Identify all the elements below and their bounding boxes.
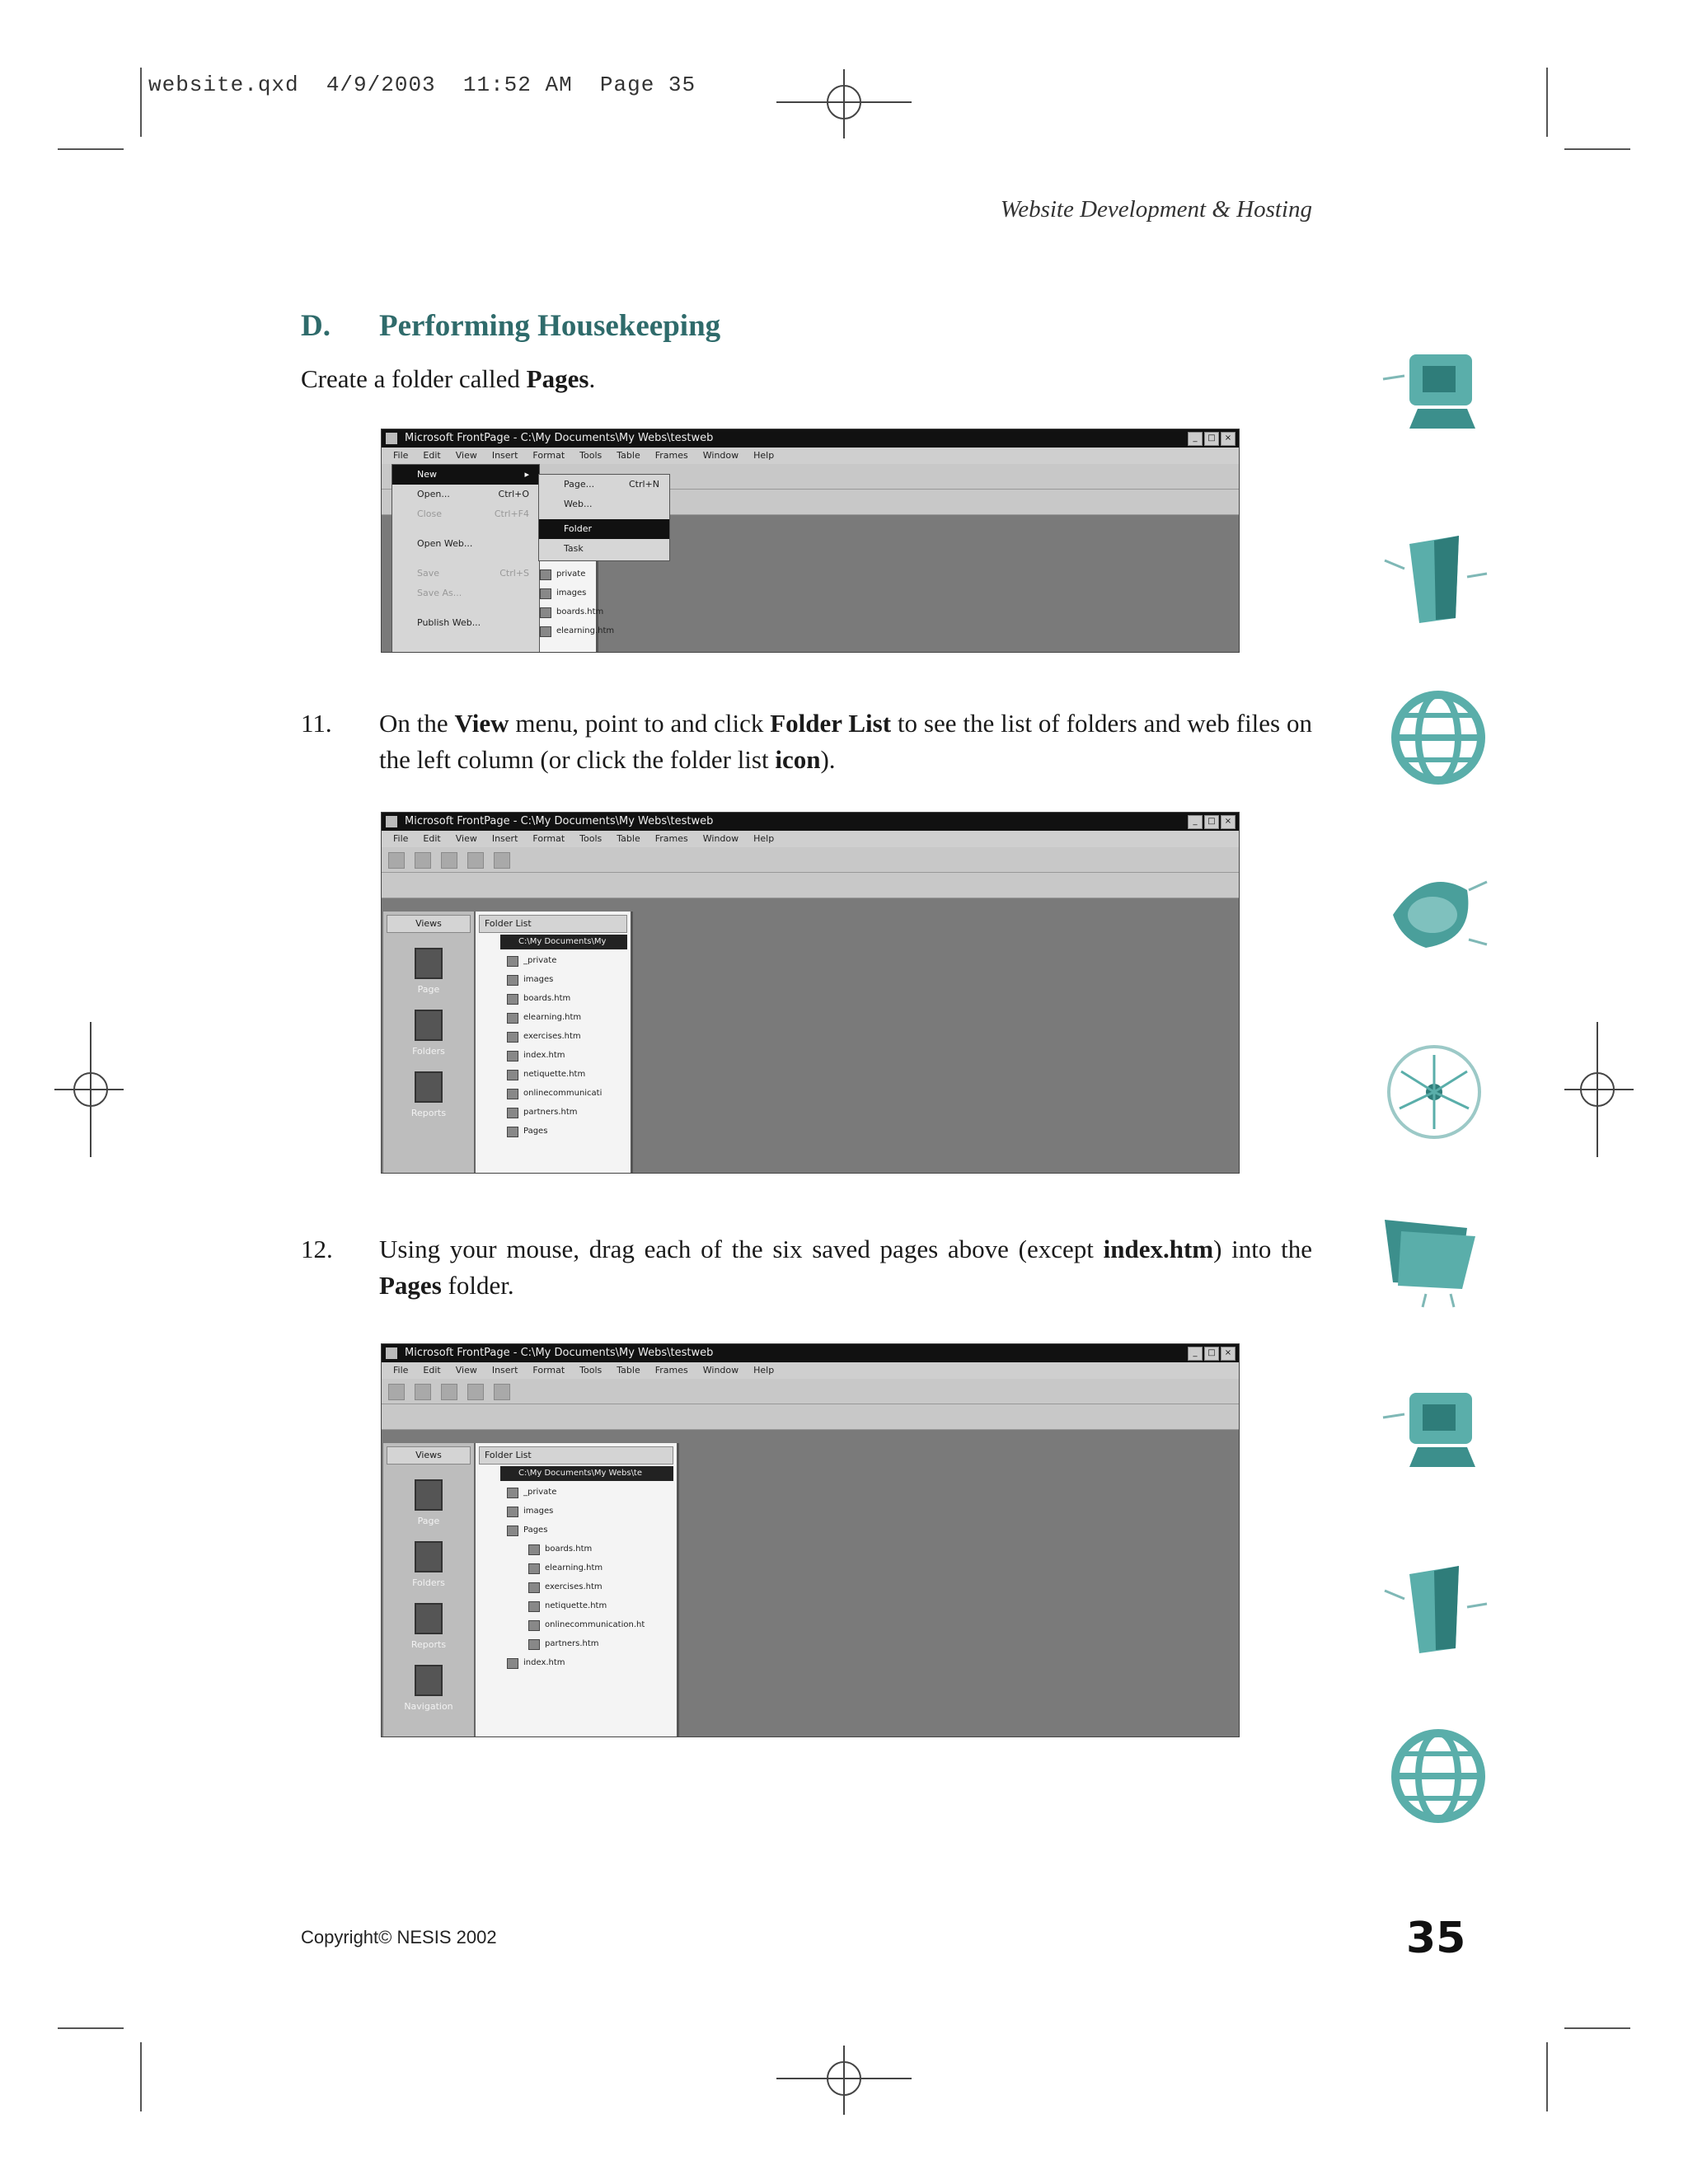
crop-mark bbox=[1546, 2042, 1548, 2111]
section-heading bbox=[301, 308, 720, 344]
tree-item[interactable]: boards.htm bbox=[545, 1540, 677, 1558]
page-number: 35 bbox=[1406, 1914, 1466, 1963]
menu-window[interactable]: Window bbox=[702, 450, 739, 461]
registration-mark-top bbox=[776, 69, 912, 138]
menu-format[interactable]: Format bbox=[532, 833, 565, 844]
crop-mark bbox=[140, 2042, 142, 2111]
window-controls bbox=[1188, 1347, 1236, 1361]
publish-icon[interactable] bbox=[467, 1384, 484, 1400]
copyright: Copyright© NESIS 2002 bbox=[301, 1927, 497, 1947]
intro-paragraph bbox=[301, 361, 595, 397]
tree-item[interactable]: exercises.htm bbox=[523, 1027, 631, 1046]
tree-item-images[interactable]: images bbox=[523, 970, 631, 989]
step-12 bbox=[301, 1231, 1312, 1304]
menu-file[interactable]: File bbox=[393, 833, 409, 844]
menu-insert[interactable]: Insert bbox=[491, 833, 518, 844]
menu-tools[interactable]: Tools bbox=[579, 833, 603, 844]
globe-icon bbox=[1376, 684, 1492, 791]
screenshot-folder-list bbox=[381, 812, 1240, 1174]
section-title: Performing Housekeeping bbox=[379, 309, 721, 343]
crop-mark bbox=[140, 68, 142, 137]
menu-format[interactable]: Format bbox=[532, 450, 565, 461]
window-controls bbox=[1188, 432, 1236, 446]
computer-icon bbox=[1376, 1376, 1492, 1483]
open-icon[interactable] bbox=[415, 852, 431, 869]
formatting-toolbar bbox=[382, 873, 1239, 898]
folder-list-icon[interactable] bbox=[494, 1384, 510, 1400]
view-folders[interactable]: Folders bbox=[383, 1010, 474, 1057]
menu-frames[interactable]: Frames bbox=[654, 1365, 688, 1376]
tree-root[interactable]: C:\My Documents\My bbox=[500, 935, 627, 949]
tree-item[interactable]: netiquette.htm bbox=[545, 1596, 677, 1615]
menu-view[interactable]: View bbox=[455, 833, 477, 844]
step-number: 12. bbox=[301, 1235, 333, 1263]
menu-insert[interactable]: Insert bbox=[491, 1365, 518, 1376]
menu-table[interactable]: Table bbox=[617, 833, 640, 844]
new-submenu bbox=[538, 474, 670, 561]
file-menu-open-web[interactable]: Open Web... bbox=[417, 538, 473, 549]
new-page-item[interactable]: Page... Ctrl+N bbox=[564, 479, 659, 490]
publish-icon[interactable] bbox=[467, 852, 484, 869]
menu-insert[interactable]: Insert bbox=[491, 450, 518, 461]
close-icon[interactable]: × bbox=[1221, 815, 1236, 829]
menu-edit[interactable]: Edit bbox=[423, 450, 441, 461]
menu-help[interactable]: Help bbox=[753, 1365, 775, 1376]
page-view-icon bbox=[415, 948, 443, 979]
globe-icon bbox=[1376, 1722, 1492, 1830]
navigation-view-icon bbox=[415, 1665, 443, 1696]
standard-toolbar bbox=[382, 1379, 1239, 1404]
reports-view-icon bbox=[415, 1071, 443, 1103]
folder-list-pane bbox=[476, 1443, 679, 1736]
crop-mark bbox=[58, 2027, 124, 2029]
new-task-item[interactable]: Task bbox=[564, 543, 584, 554]
views-header: Views bbox=[387, 915, 471, 933]
crop-mark bbox=[1564, 148, 1630, 150]
view-folders[interactable]: Folders bbox=[383, 1541, 474, 1588]
menu-tools[interactable]: Tools bbox=[579, 450, 603, 461]
folders-view-icon bbox=[415, 1541, 443, 1572]
monitor-icon bbox=[1376, 857, 1492, 964]
registration-mark-right bbox=[1564, 1022, 1634, 1157]
view-page[interactable]: Page bbox=[383, 1479, 474, 1526]
new-page-icon[interactable] bbox=[388, 852, 405, 869]
standard-toolbar bbox=[382, 847, 1239, 873]
file-menu-publish-web[interactable]: Publish Web... bbox=[417, 617, 481, 628]
view-navigation[interactable]: Navigation bbox=[383, 1665, 474, 1712]
menu-frames[interactable]: Frames bbox=[654, 833, 688, 844]
crop-mark bbox=[58, 148, 124, 150]
window-title-bar bbox=[382, 813, 1239, 831]
step-number: 11. bbox=[301, 709, 332, 738]
tree-item[interactable]: partners.htm bbox=[523, 1103, 631, 1122]
folder-list-icon[interactable] bbox=[494, 852, 510, 869]
crop-mark bbox=[1546, 68, 1548, 137]
crop-mark bbox=[1564, 2027, 1630, 2029]
folders-view-icon bbox=[415, 1010, 443, 1041]
menu-window[interactable]: Window bbox=[702, 833, 739, 844]
menu-format[interactable]: Format bbox=[532, 1365, 565, 1376]
menu-bar bbox=[382, 831, 1239, 847]
save-icon[interactable] bbox=[441, 1384, 457, 1400]
menu-help[interactable]: Help bbox=[753, 833, 775, 844]
window-title-bar bbox=[382, 1344, 1239, 1362]
close-icon[interactable]: × bbox=[1221, 432, 1236, 446]
tree-item[interactable]: exercises.htm bbox=[545, 1577, 677, 1596]
close-icon[interactable]: × bbox=[1221, 1347, 1236, 1361]
views-header: Views bbox=[387, 1446, 471, 1465]
screenshot-new-folder bbox=[381, 429, 1240, 653]
window-controls bbox=[1188, 815, 1236, 829]
tree-root[interactable]: C:\My Documents\My Webs\te bbox=[500, 1466, 673, 1481]
file-menu-save[interactable]: Save Ctrl+S bbox=[417, 568, 529, 579]
minimize-icon[interactable]: _ bbox=[1188, 1347, 1203, 1361]
minimize-icon[interactable]: _ bbox=[1188, 815, 1203, 829]
folder-list-header: Folder List bbox=[479, 1446, 673, 1465]
menu-bar bbox=[382, 448, 1239, 464]
new-web-item[interactable]: Web... bbox=[564, 499, 593, 509]
tree-item-images[interactable]: images bbox=[523, 1502, 677, 1521]
folder-list-pane bbox=[476, 912, 633, 1173]
menu-file[interactable]: File bbox=[393, 450, 409, 461]
menu-file[interactable]: File bbox=[393, 1365, 409, 1376]
file-menu-new[interactable]: New ▸ bbox=[392, 465, 539, 485]
new-folder-item[interactable]: Folder bbox=[539, 519, 669, 539]
tree-item-private[interactable]: _private bbox=[523, 951, 631, 970]
tree-item[interactable]: elearning.htm bbox=[545, 1558, 677, 1577]
tree-item-private[interactable]: _private bbox=[523, 1483, 677, 1502]
tree-item[interactable]: netiquette.htm bbox=[523, 1065, 631, 1084]
menu-bar bbox=[382, 1362, 1239, 1379]
intro-text-end: . bbox=[588, 364, 596, 393]
folder-icon bbox=[1376, 1203, 1492, 1310]
menu-tools[interactable]: Tools bbox=[579, 1365, 603, 1376]
window-title-bar bbox=[382, 429, 1239, 448]
minimize-icon[interactable]: _ bbox=[1188, 432, 1203, 446]
page-view-icon bbox=[415, 1479, 443, 1511]
views-bar bbox=[383, 1443, 476, 1736]
file-menu-close[interactable]: Close Ctrl+F4 bbox=[417, 509, 529, 519]
tree-item[interactable]: boards.htm bbox=[523, 989, 631, 1008]
tree-item-index[interactable]: index.htm bbox=[523, 1653, 677, 1672]
menu-table[interactable]: Table bbox=[617, 1365, 640, 1376]
tree-item-pages[interactable]: Pages bbox=[523, 1122, 631, 1141]
menu-table[interactable]: Table bbox=[617, 450, 640, 461]
registration-mark-left bbox=[54, 1022, 124, 1157]
server-icon bbox=[1376, 527, 1492, 635]
step-11 bbox=[301, 705, 1312, 778]
print-slug: website.qxd 4/9/2003 11:52 AM Page 35 bbox=[148, 73, 696, 97]
tree-item[interactable]: elearning.htm bbox=[523, 1008, 631, 1027]
tree-item[interactable]: private bbox=[556, 565, 596, 583]
menu-help[interactable]: Help bbox=[753, 450, 775, 461]
intro-bold: Pages bbox=[526, 364, 589, 393]
window-title: Microsoft FrontPage - C:\My Documents\My Webs\testweb bbox=[405, 1347, 714, 1359]
formatting-toolbar bbox=[382, 1404, 1239, 1430]
frontpage-app-icon bbox=[386, 433, 397, 444]
view-reports[interactable]: Reports bbox=[383, 1603, 474, 1650]
menu-window[interactable]: Window bbox=[702, 1365, 739, 1376]
section-letter: D. bbox=[301, 309, 331, 343]
tree-item[interactable]: boards.htm bbox=[556, 602, 596, 621]
file-menu-save-as[interactable]: Save As... bbox=[417, 588, 462, 598]
window-title: Microsoft FrontPage - C:\My Documents\My Webs\testweb bbox=[405, 815, 714, 827]
computer-icon bbox=[1376, 338, 1492, 445]
maximize-icon[interactable]: □ bbox=[1204, 815, 1219, 829]
step-text: Using your mouse, drag each of the six saved pages above (except index.htm) into the Pages folder. bbox=[379, 1235, 1313, 1300]
menu-edit[interactable]: Edit bbox=[423, 833, 441, 844]
file-menu-open[interactable]: Open... Ctrl+O bbox=[417, 489, 529, 499]
intro-text: Create a folder called bbox=[301, 364, 527, 393]
view-page[interactable]: Page bbox=[383, 948, 474, 995]
open-icon[interactable] bbox=[415, 1384, 431, 1400]
new-page-icon[interactable] bbox=[388, 1384, 405, 1400]
running-head: Website Development & Hosting bbox=[1000, 196, 1312, 223]
views-bar bbox=[383, 912, 476, 1173]
folder-list-header: Folder List bbox=[479, 915, 627, 933]
menu-view[interactable]: View bbox=[455, 1365, 477, 1376]
maximize-icon[interactable]: □ bbox=[1204, 1347, 1219, 1361]
tree-item[interactable]: elearning.htm bbox=[556, 621, 596, 640]
frontpage-app-icon bbox=[386, 1347, 397, 1359]
registration-mark-bottom bbox=[776, 2046, 912, 2115]
server-icon bbox=[1376, 1558, 1492, 1665]
frontpage-app-icon bbox=[386, 816, 397, 827]
save-icon[interactable] bbox=[441, 852, 457, 869]
tree-item[interactable]: index.htm bbox=[523, 1046, 631, 1065]
tree-item[interactable]: onlinecommunication.ht bbox=[545, 1615, 677, 1634]
window-title: Microsoft FrontPage - C:\My Documents\My Webs\testweb bbox=[405, 432, 714, 444]
menu-edit[interactable]: Edit bbox=[423, 1365, 441, 1376]
tree-item[interactable]: partners.htm bbox=[545, 1634, 677, 1653]
maximize-icon[interactable]: □ bbox=[1204, 432, 1219, 446]
menu-frames[interactable]: Frames bbox=[654, 450, 688, 461]
view-reports[interactable]: Reports bbox=[383, 1071, 474, 1118]
file-menu bbox=[392, 464, 540, 653]
tree-item-pages[interactable]: Pages bbox=[523, 1521, 677, 1540]
menu-view[interactable]: View bbox=[455, 450, 477, 461]
screenshot-pages-folder bbox=[381, 1343, 1240, 1737]
network-icon bbox=[1376, 1038, 1492, 1146]
tree-item[interactable]: onlinecommunicati bbox=[523, 1084, 631, 1103]
step-text: On the View menu, point to and click Folder List to see the list of folders and web files on the left column (or click the folder list icon). bbox=[379, 709, 1312, 774]
reports-view-icon bbox=[415, 1603, 443, 1634]
tree-item[interactable]: images bbox=[556, 583, 596, 602]
